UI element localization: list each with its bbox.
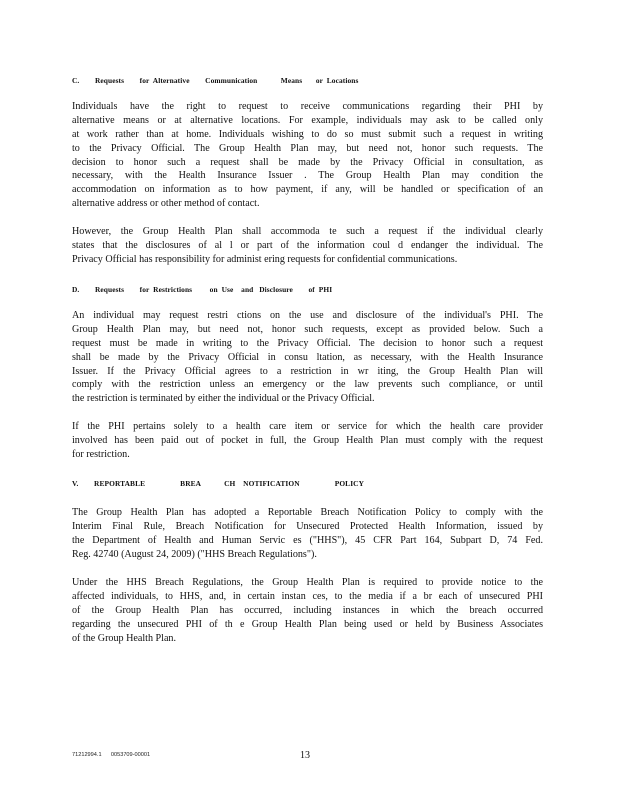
text-line: accommodation on information as to how payment, if any, will be handled or specification of an bbox=[72, 184, 543, 196]
text-line: However, the Group Health Plan shall accommoda te such a request if the individual clearly bbox=[72, 226, 543, 237]
text-line: regarding the unsecured PHI of th e Group Health Plan being used or held by Business Associates bbox=[72, 618, 543, 630]
text-line: The Group Health Plan has adopted a Reportable Breach Notification Policy to comply with the bbox=[72, 507, 543, 518]
text-line: Privacy Official has responsibility for administ ering requests for confidential communications. bbox=[72, 253, 458, 265]
text-line: for restriction. bbox=[72, 448, 130, 460]
text-line: shall be made by the Privacy Official in consu ltation, as necessary, with the Health Insurance bbox=[72, 351, 543, 363]
text-line: comply with the restriction unless an emergency or the law prevents such compliance, or until bbox=[72, 379, 543, 391]
text-line: involved has been paid out of pocket in full, the Group Health Plan must comply with the request bbox=[72, 434, 543, 446]
text-line: decision to honor such a request shall be made by the Privacy Official in consultation, as bbox=[72, 156, 543, 168]
text-line: the Department of Health and Human Servic es ("HHS"), 45 CFR Part 164, Subpart D, 74 Fed. bbox=[72, 534, 543, 546]
section-c-paragraph-1 bbox=[72, 100, 543, 211]
text-line: affected individuals, to HHS, and, in certain instan ces, to the media if a br each of unsecured PHI bbox=[72, 590, 543, 602]
text-line: Reg. 42740 (August 24, 2009) ("HHS Breach Regulations"). bbox=[72, 548, 317, 560]
section-d-paragraph-1 bbox=[72, 309, 543, 406]
text-line: An individual may request restri ctions on the use and disclosure of the individual's PHI. The bbox=[72, 310, 543, 321]
text-line: at work rather than at home. Individuals wishing to do so must submit such a request in writing bbox=[72, 128, 543, 140]
section-c-heading: C. Requests for Alternative Communication Means or Locations bbox=[72, 76, 359, 85]
section-d-heading: D. Requests for Restrictions on Use and Disclosure of PHI bbox=[72, 285, 333, 294]
section-c-paragraph-2 bbox=[72, 225, 543, 267]
section-d-paragraph-2 bbox=[72, 420, 543, 462]
page-number: 13 bbox=[300, 750, 310, 761]
text-line: Under the HHS Breach Regulations, the Group Health Plan is required to provide notice to the bbox=[72, 577, 543, 588]
footer-document-id: 71212994.1 0053709-00001 bbox=[72, 752, 151, 758]
text-line: of the Group Health Plan has occurred, including instances in which the breach occurred bbox=[72, 604, 543, 616]
text-line: to the Privacy Official. The Group Health Plan may, but need not, honor such requests. The bbox=[72, 142, 543, 154]
text-line: Individuals have the right to request to receive communications regarding their PHI by bbox=[72, 101, 543, 112]
section-v-heading: V. REPORTABLE BREA CH NOTIFICATION POLICY bbox=[72, 479, 365, 488]
text-line: Issuer. If the Privacy Official agrees to a restriction in wr iting, the Group Health Plan will bbox=[72, 365, 543, 377]
text-line: Interim Final Rule, Breach Notification for Unsecured Protected Health Information, issued by bbox=[72, 520, 543, 532]
section-v-paragraph-1 bbox=[72, 506, 543, 562]
text-line: of the Group Health Plan. bbox=[72, 632, 176, 644]
text-line: request must be made in writing to the Privacy Official. The decision to honor such a request bbox=[72, 337, 543, 349]
text-line: the restriction is terminated by either the individual or the Privacy Official. bbox=[72, 393, 375, 405]
section-v-paragraph-2 bbox=[72, 576, 543, 645]
text-line: alternative means or at alternative locations. For example, individuals may ask to be called only bbox=[72, 114, 543, 126]
text-line: Group Health Plan may, but need not, honor such requests, except as provided below. Such a bbox=[72, 323, 543, 335]
text-line: states that the disclosures of al l or part of the information coul d endanger the individual. The bbox=[72, 239, 543, 251]
text-line: If the PHI pertains solely to a health care item or service for which the health care provider bbox=[72, 421, 543, 432]
text-line: alternative address or other method of contact. bbox=[72, 198, 260, 210]
text-line: necessary, with the Health Insurance Issuer . The Group Health Plan may condition the bbox=[72, 170, 543, 182]
